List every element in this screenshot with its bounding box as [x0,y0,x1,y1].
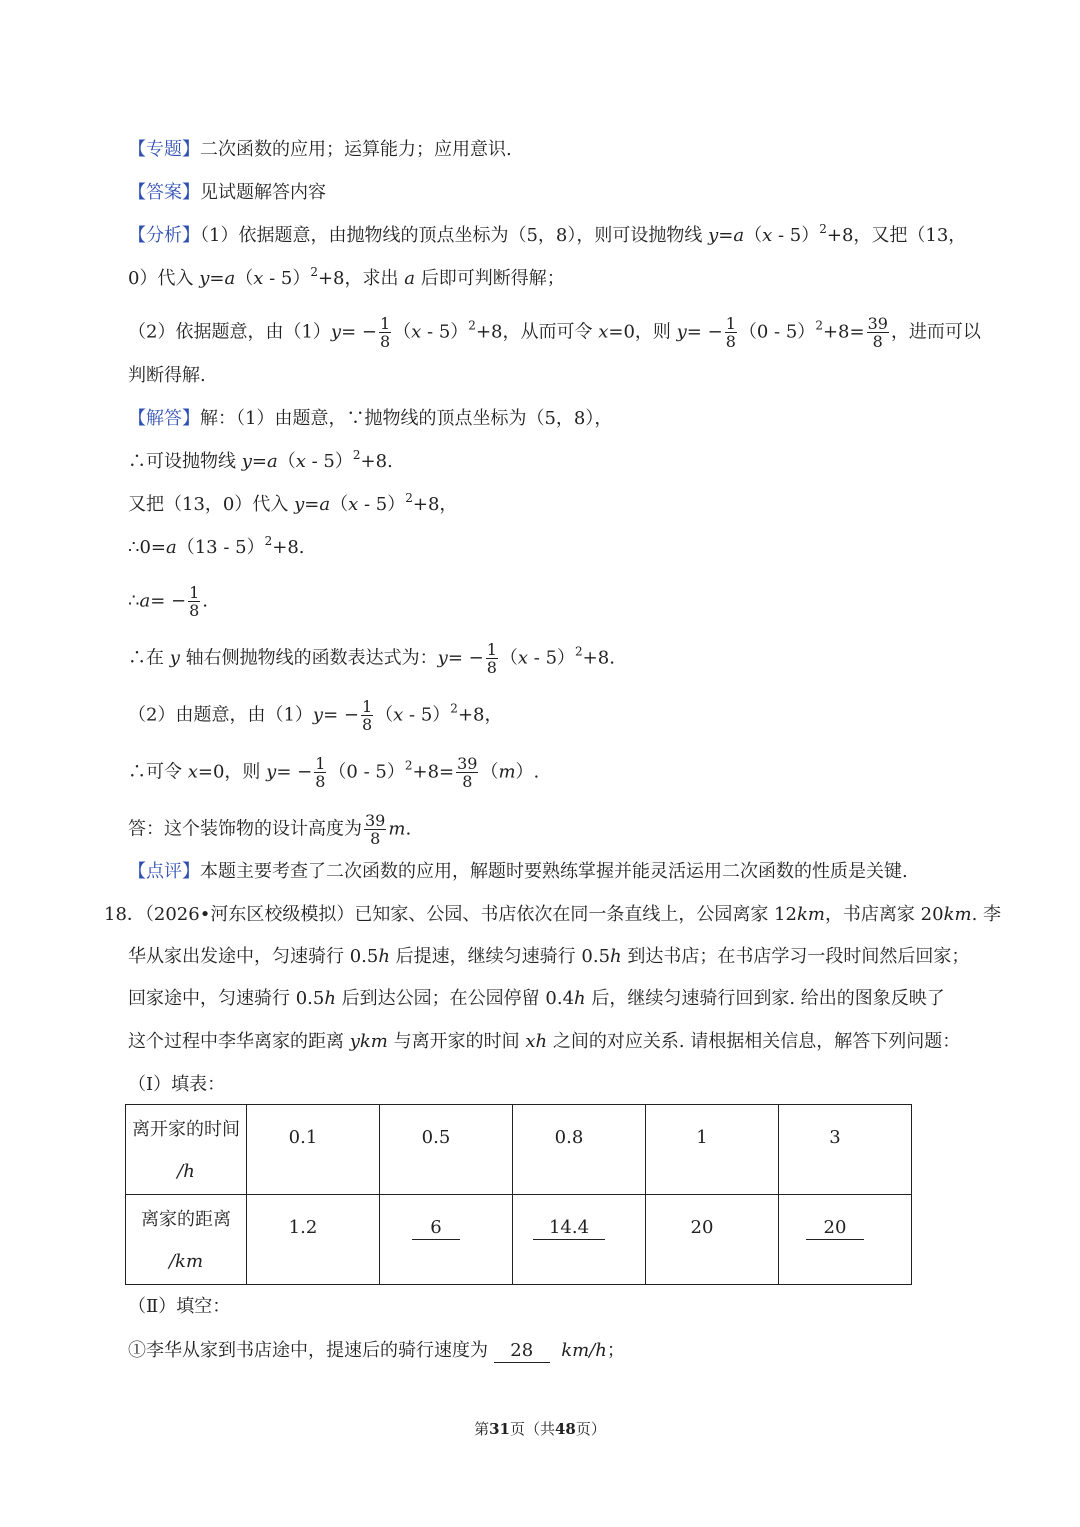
text-run: +8. [272,537,305,558]
text-run: - 5） [403,704,451,726]
math-var: h [610,946,622,967]
exponent: 2 [575,644,583,659]
text-run: = − [686,321,723,343]
denominator: 8 [872,332,883,351]
part-2-label [128,1296,230,1318]
solution-line-5 [128,584,208,619]
text-run: = [209,268,225,289]
text-run: - 5） [263,268,311,289]
denominator: 8 [370,829,381,848]
page-number: 31 [489,1420,510,1438]
math-var: y [437,647,448,669]
topic-line [128,139,512,161]
text-run: 后提速，继续匀速骑行 0.5 [389,946,611,967]
text-run: （Ⅰ）填表： [128,1074,226,1095]
exponent: 2 [819,222,827,236]
text-run: ，书店离家 20 [824,904,944,925]
text-run: +8，又把（13， [826,225,967,246]
text-run: . [405,818,412,840]
text-run: （0 - 5） [738,321,816,343]
math-var: a [733,225,745,246]
text-run: ∴0= [128,537,166,558]
text-run: （ [235,268,254,289]
math-var: x [348,494,359,515]
solution-tag: 【解答】 [128,408,200,429]
text-run: +8， [457,704,503,726]
text-run: +8. [360,451,393,472]
topic-tag: 【专题】 [128,139,200,160]
solution-line-1 [128,408,612,430]
answer-blank: 20 [806,1217,864,1240]
table-cell: 0.8 [513,1105,646,1195]
text-run: （13 - 5） [176,537,265,558]
answer-tag: 【答案】 [128,182,200,203]
text-run: 解：（1）由题意，∵抛物线的顶点坐标为（5，8）， [200,408,613,429]
table-cell: 20 [646,1195,779,1285]
text-run: +8，从而可令 [475,321,599,343]
header-text: 离家的距离 [141,1209,231,1230]
denominator: 8 [189,601,200,620]
math-var: x [295,451,306,472]
math-var: y [169,647,180,669]
text-run: = − [447,647,484,669]
text-run: = − [276,761,313,783]
denominator: 8 [361,715,373,734]
text-run: = − [150,590,187,612]
question-18-line-4 [128,1031,960,1053]
exponent: 2 [352,448,361,462]
fraction [867,315,889,350]
math-var: ykm [349,1031,388,1052]
text-run: （ [375,704,394,726]
fraction [456,755,478,790]
text-run: （ [330,494,349,515]
text-run: - 5） [772,225,820,246]
numerator: 1 [379,314,391,333]
solution-line-4 [128,534,305,559]
math-var: km [796,904,825,925]
text-run: - 5） [305,451,353,472]
math-var: x [762,225,773,246]
fraction [725,315,737,350]
text-run: 0）代入 [128,268,200,289]
solution-line-8 [128,755,539,790]
text-run: - 5） [528,647,576,669]
math-var: m [388,818,406,840]
math-var: a [404,268,415,289]
comment-tag: 【点评】 [128,861,200,882]
table-cell-answer [380,1195,513,1285]
footer-text: 页） [575,1420,606,1438]
math-var: y [708,225,719,246]
page-footer [0,1418,1080,1439]
exponent: 2 [450,701,458,716]
text-run: +8， [412,494,458,515]
denominator: 8 [315,772,326,791]
fraction [361,698,373,733]
text-run: =0，则 [608,321,677,343]
text-run: （ [393,321,412,343]
text-run: 轴右侧抛物线的函数表达式为： [179,647,438,669]
table-cell: 1 [646,1105,779,1195]
text-run: - 5） [421,321,469,343]
fraction [486,641,498,676]
math-var: x [411,321,422,343]
math-var: y [294,494,305,515]
exponent: 2 [468,318,476,333]
exponent: 2 [815,318,823,333]
text-run: ①李华从家到书店途中，提速后的骑行速度为 [128,1340,494,1361]
unit: km/h [561,1340,607,1361]
math-var: y [330,321,342,343]
page-total: 48 [555,1420,576,1438]
math-var: xh [525,1031,548,1052]
text-run: - 5） [358,494,406,515]
math-var: x [517,647,529,669]
math-var: a [319,494,331,515]
question-18-line-1 [104,904,1001,926]
text-run: （ [480,761,499,783]
text-run: ，进而可以 [890,321,981,343]
table-cell: 3 [779,1105,912,1195]
header-text: 离开家的时间 [132,1119,240,1140]
text-run: = [251,451,267,472]
analysis-tag: 【分析】 [128,225,200,246]
text-run: 答：这个装饰物的设计高度为 [128,818,362,840]
comment-line [128,861,908,883]
math-var: a [166,537,177,558]
denominator: 8 [486,658,497,677]
part-1-label [128,1074,225,1096]
math-var: m [498,761,516,783]
solution-line-6 [128,641,615,676]
text-run: ）. [515,761,540,783]
text-run: ∴在 [128,647,170,669]
table-row [126,1195,912,1285]
analysis-line-2 [128,265,565,290]
fill-in-table [125,1104,912,1285]
fraction [314,755,326,790]
math-var: a [224,268,236,289]
footer-text: 页（共 [509,1420,555,1438]
text-run: =0，则 [197,761,267,783]
text-run: 回家途中，匀速骑行 0.5 [128,988,325,1009]
exponent: 2 [264,534,273,548]
text-run: ； [606,1340,625,1361]
numerator: 1 [725,314,736,333]
exponent: 2 [405,491,413,505]
row-header-distance [126,1195,247,1285]
text-run: （Ⅱ）填空： [128,1296,231,1317]
denominator: 8 [379,332,391,351]
table-cell: 0.1 [247,1105,380,1195]
conclusion-line [128,812,411,847]
math-var: h [378,946,390,967]
answer-line [128,182,326,204]
text-run: 后，继续匀速骑行回到家. 给出的图象反映了 [585,988,945,1009]
math-var: x [187,761,198,783]
fill-blank-1 [128,1340,625,1363]
numerator: 39 [867,314,888,333]
text-run: 这个过程中李华离家的距离 [128,1031,350,1052]
denominator: 8 [725,332,736,351]
solution-line-3 [128,491,458,516]
question-18-line-3 [128,988,945,1010]
math-var: x [253,268,264,289]
text-run: （ [499,647,518,669]
text-run: . 李 [971,904,1002,925]
text-run: （2）依据题意，由（1） [128,321,331,343]
numerator: 1 [315,754,326,773]
math-var: y [676,321,687,343]
math-var: a [139,590,151,612]
answer-blank: 14.4 [533,1217,605,1240]
exponent: 2 [404,758,413,773]
text-run: = [718,225,734,246]
text-run: （2）由题意，由（1） [128,704,313,726]
fraction [379,315,391,350]
text-run: 18．（2026•河东区校级模拟）已知家、公园、书店依次在同一条直线上，公园离家 12 [104,904,797,925]
text-run: ∴ [128,590,140,612]
math-var: x [393,704,404,726]
question-18-line-2 [128,946,969,968]
text-run: 后到达公园；在公园停留 0.4 [335,988,575,1009]
text-run: 与离开家的时间 [387,1031,526,1052]
math-var: y [266,761,277,783]
table-cell: 0.5 [380,1105,513,1195]
exponent: 2 [310,265,318,279]
text-run: = − [341,321,377,343]
answer-blank: 28 [494,1340,550,1363]
table-cell: 1.2 [247,1195,380,1285]
table-row [126,1105,912,1195]
table-cell-answer [779,1195,912,1285]
text-run: 到达书店；在书店学习一段时间然后回家； [621,946,970,967]
table-cell-answer [513,1195,646,1285]
math-var: a [267,451,278,472]
numerator: 39 [365,811,386,830]
math-var: y [241,451,252,472]
text-run: ∴可令 [128,761,188,783]
text-run: ∴可设抛物线 [128,451,242,472]
fraction [364,812,386,847]
math-var: h [574,988,586,1009]
fraction [188,584,200,619]
numerator: 1 [486,640,497,659]
text-run: 又把（13，0）代入 [128,494,295,515]
text-run: （1）依据题意，由抛物线的顶点坐标为（5，8），则可设抛物线 [200,225,709,246]
text-run: （ [277,451,296,472]
text-run: +8，求出 [317,268,405,289]
text-run: 后即可判断得解； [414,268,565,289]
solution-line-7 [128,698,502,733]
numerator: 1 [361,697,373,716]
answer-blank: 6 [412,1217,460,1240]
numerator: 39 [457,754,478,773]
text-run: +8= [412,761,455,783]
text-run: （ [744,225,763,246]
analysis-line-1 [128,222,967,247]
text-run: 之间的对应关系. 请根据相关信息，解答下列问题： [547,1031,961,1052]
text-run: . [202,590,208,612]
footer-text: 第 [474,1420,490,1438]
math-var: y [199,268,210,289]
math-var: x [598,321,609,343]
answer-text: 见试题解答内容 [200,182,326,203]
numerator: 1 [189,583,200,602]
text-run: = [304,494,320,515]
row-header-time [126,1105,247,1195]
analysis-line-3 [128,315,981,350]
text-run: （0 - 5） [328,761,405,783]
math-var: km [943,904,972,925]
denominator: 8 [462,772,473,791]
topic-text: 二次函数的应用；运算能力；应用意识. [200,139,512,160]
header-unit: /h [177,1161,195,1182]
text-run: +8. [582,647,615,669]
text-run: 判断得解. [128,365,206,386]
text-run: 华从家出发途中，匀速骑行 0.5 [128,946,379,967]
text-run: 本题主要考查了二次函数的应用，解题时要熟练掌握并能灵活运用二次函数的性质是关键. [200,861,908,882]
math-var: h [324,988,336,1009]
header-unit: /km [168,1251,204,1272]
math-var: y [312,704,324,726]
text-run: = − [323,704,359,726]
text-run: +8= [822,321,865,343]
analysis-line-4 [128,365,206,387]
solution-line-2 [128,448,393,473]
